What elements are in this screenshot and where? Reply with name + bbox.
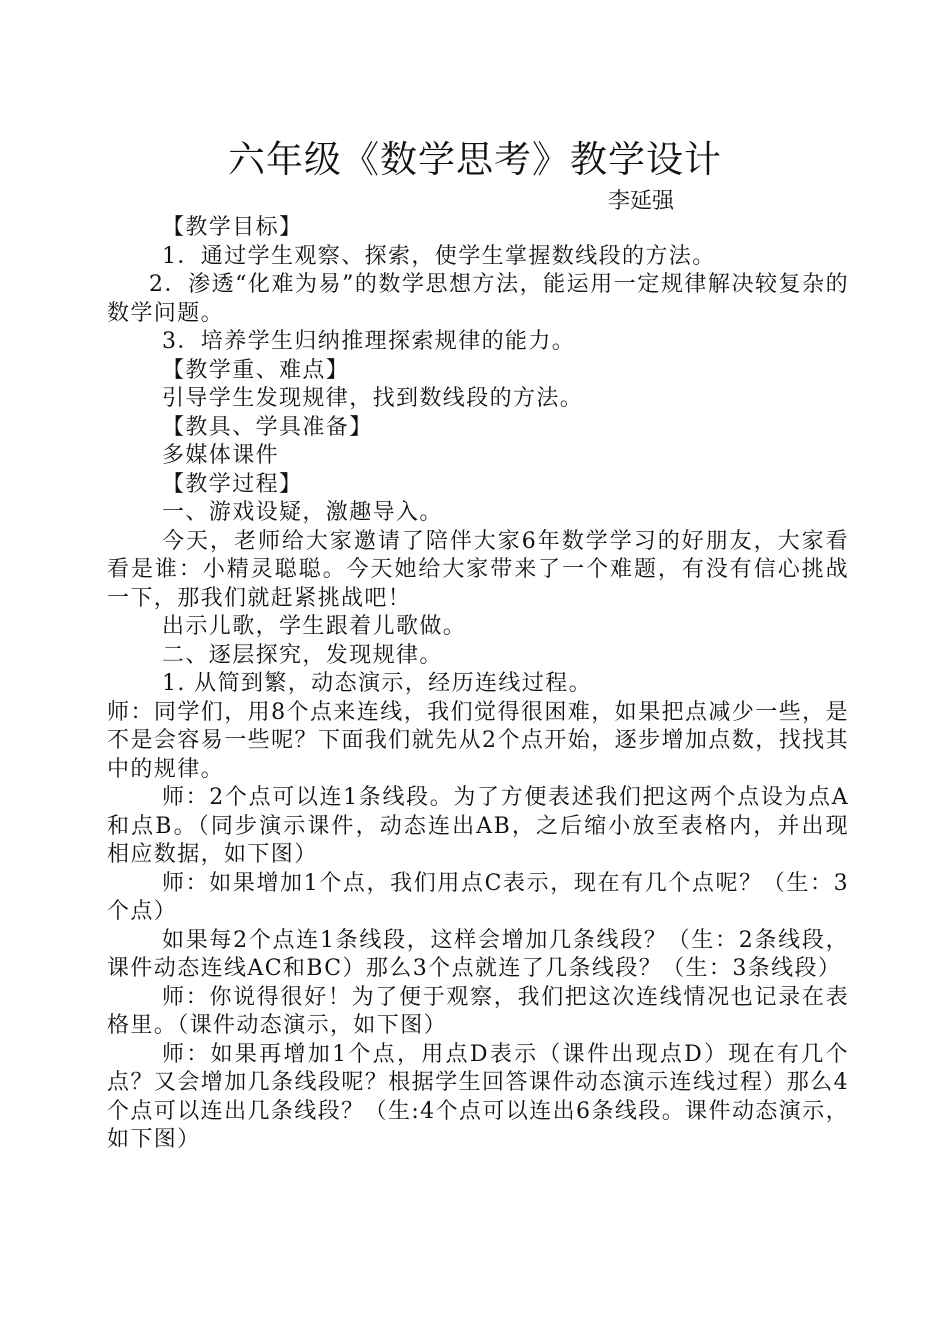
objective-item-2: 2．渗透“化难为易”的数学思想方法，能运用一定规律解决较复杂的数学问题。 [107, 272, 849, 326]
key-points-text: 引导学生发现规律，找到数线段的方法。 [162, 386, 584, 411]
paragraph: 今天，老师给大家邀请了陪伴大家6年数学学习的好朋友，大家看看是谁：小精灵聪聪。今天她给大家带来了一个难题，有没有信心挑战一下，那我们就赶紧挑战吧！ [107, 528, 849, 611]
paragraph: 师：如果再增加1个点，用点D表示（课件出现点D）现在有几个点？又会增加几条线段呢？根据学生回答课件动态演示连线过程）那么4个点可以连出几条线段？（生:4个点可以连出6条线段。课件动态演示，如下图） [107, 1041, 849, 1152]
materials-text: 多媒体课件 [162, 443, 280, 468]
document-author: 李延强 [608, 189, 675, 214]
section-heading-objectives: 【教学目标】 [162, 215, 303, 240]
process-substep-heading: 1. 从简到繁，动态演示，经历连线过程。 [162, 671, 592, 696]
section-heading-materials: 【教具、学具准备】 [162, 414, 373, 440]
process-step-1-heading: 一、游戏设疑，激趣导入。 [162, 500, 443, 525]
objective-item-1: 1．通过学生观察、探索，使学生掌握数线段的方法。 [162, 243, 716, 269]
paragraph: 师：如果增加1个点，我们用点C表示，现在有几个点呢？（生：3个点） [107, 870, 849, 924]
paragraph: 如果每2个点连1条线段，这样会增加几条线段？（生：2条线段，课件动态连线AC和BC）那么3个点就连了几条线段？（生：3条线段） [107, 927, 849, 981]
paragraph: 出示儿歌，学生跟着儿歌做。 [162, 614, 467, 639]
objective-item-3: 3．培养学生归纳推理探索规律的能力。 [162, 329, 576, 354]
section-heading-key-points: 【教学重、难点】 [162, 357, 350, 383]
process-step-2-heading: 二、逐层探究，发现规律。 [162, 642, 443, 668]
paragraph: 师：你说得很好！为了便于观察，我们把这次连线情况也记录在表格里。（课件动态演示，如下图） [107, 984, 849, 1038]
document-body [107, 214, 849, 1155]
paragraph: 师：同学们，用8个点来连线，我们觉得很困难，如果把点减少一些，是不是会容易一些呢？下面我们就先从2个点开始，逐步增加点数，找找其中的规律。 [107, 699, 849, 782]
paragraph: 师：2个点可以连1条线段。为了方便表述我们把这两个点设为点A和点B。（同步演示课件，动态连出AB，之后缩小放至表格内，并出现相应数据，如下图） [107, 785, 849, 867]
section-heading-process: 【教学过程】 [162, 471, 303, 497]
document-title: 六年级《数学思考》教学设计 [228, 138, 722, 181]
